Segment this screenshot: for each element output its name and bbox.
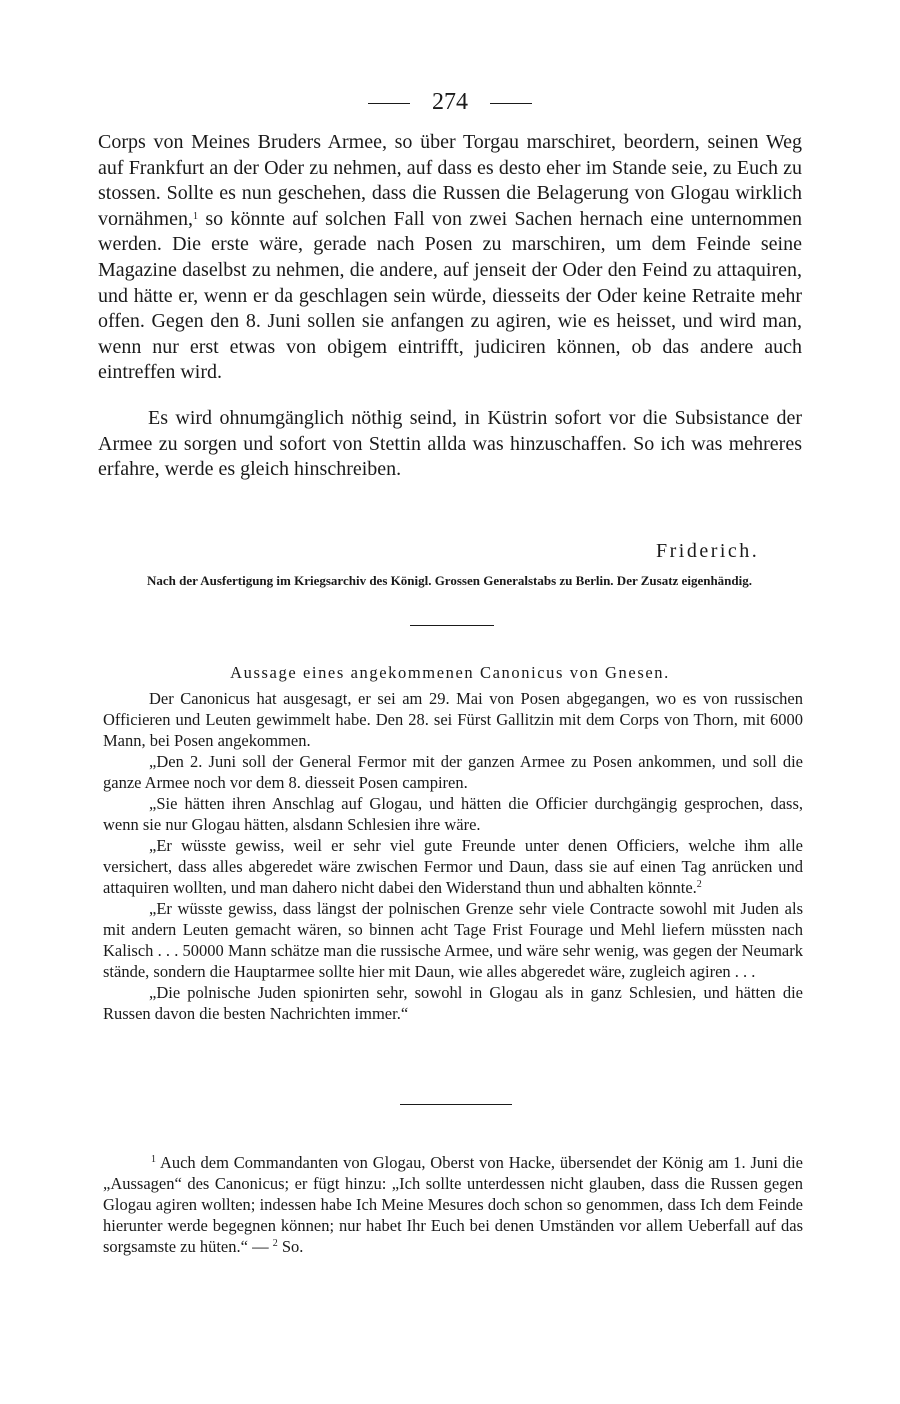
- page-number: [0, 88, 900, 116]
- letter-paragraph-1-continued: so könnte auf solchen Fall von zwei Sachen hernach eine unternommen werden. Die erste wäre, gerade nach Posen zu marschiren, um dem Feinde seine Magazine daselbst zu nehmen, die andere, auf jenseit der Oder den Feind zu attaquiren, und hätte er, wenn er da geschlagen sein würde, diesseits der Oder keine Retraite mehr offen. Gegen den 8. Juni sollen sie anfangen zu agiren, wie es heisset, und wird man, wenn nur erst etwas von obigem eintrifft, judiciren können, ob das andere auch eintreffen wird.: [98, 207, 802, 384]
- footnote-marker-1: 1: [151, 1154, 156, 1165]
- testimony-paragraph: „Den 2. Juni soll der General Fermor mit der ganzen Armee zu Posen ankommen, und soll die ganze Armee noch vor dem 8. diesseit Posen campiren.: [103, 752, 803, 792]
- testimony-paragraph: Der Canonicus hat ausgesagt, er sei am 29. Mai von Posen abgegangen, wo es von russischen Officieren und Leuten gewimmelt habe. Den 28. sei Fürst Gallitzin mit dem Corps von Thorn, mit 6000 Mann, bei Posen angekommen.: [103, 689, 803, 750]
- footnote-1-text: Auch dem Commandanten von Glogau, Oberst von Hacke, übersendet der König am 1. Juni die „Aussagen“ des Canonicus; er fügt hinzu: „Ich sollte unterdessen nicht glauben, dass die Russen gegen Glogau agiren wollten; indessen habe Ich Meine Mesures doch schon so genommen, dass Ich dem Feinde hierunter werde begegnen können; nur habet Ihr Euch bei denen Umständen vor allem Ueberfall auf das sorgsamste zu hüten.“ —: [103, 1153, 803, 1256]
- footnote-marker-2: 2: [272, 1238, 278, 1249]
- page-number-dash-right: [490, 103, 532, 104]
- section-divider: [410, 625, 494, 626]
- page-number-text: 274: [432, 89, 468, 115]
- footnotes: [103, 1152, 803, 1257]
- signature: Friderich.: [656, 540, 760, 562]
- footnote-2-text: So.: [277, 1237, 304, 1256]
- footnote-1: [103, 1152, 803, 1257]
- testimony-body: [103, 688, 803, 1024]
- letter-body: [98, 130, 802, 483]
- testimony-paragraph: [103, 835, 803, 898]
- footnote-ref-2: 2: [696, 879, 702, 890]
- footnote-ref-1: 1: [192, 210, 198, 222]
- footnote-divider: [400, 1104, 512, 1105]
- testimony-paragraph: „Er wüsste gewiss, dass längst der polnischen Grenze sehr viele Contracte sowohl mit Juden als mit andern Leuten gemacht wären, so binnen acht Tage Frist Fourage und Mehl liefern müssten nach Kalisch . . . 50000 Mann schätze man die russische Armee, und wäre sehr wenig, was gegen der Neumark stände, sondern die Hauptarmee sollte hier mit Daun, wie alles abgeredet wäre, zugleich agiren . . .: [103, 899, 803, 981]
- letter-paragraph-1: [98, 130, 802, 386]
- testimony-paragraph: „Die polnische Juden spionirten sehr, sowohl in Glogau als in ganz Schlesien, und hätten die Russen davon die besten Nachrichten immer.“: [103, 983, 803, 1023]
- testimony-paragraph: „Sie hätten ihren Anschlag auf Glogau, und hätten die Officier durchgängig gesprochen, dass, wenn sie nur Glogau hätten, alsdann Schlesien ihre wäre.: [103, 794, 803, 834]
- testimony-paragraph-text: „Er wüsste gewiss, weil er sehr viel gute Freunde unter denen Officiers, welche ihm alle versichert, dass alles abgeredet wäre zwischen Fermor und Daun, dass sie auf einen Tag anrücken und attaquiren wollten, und man dahero nicht dabei den Widerstand thun und abhalten könnte.: [103, 836, 803, 897]
- letter-paragraph-2: Es wird ohnumgänglich nöthig seind, in Küstrin sofort vor die Subsistance der Armee zu sorgen und sofort von Stettin allda was hinzuschaffen. So ich was mehreres erfahre, werde es gleich hinschreiben.: [98, 406, 802, 481]
- letter-paragraph-1-text: Corps von Meines Bruders Armee, so über Torgau marschiret, beordern, seinen Weg auf Frankfurt an der Oder zu nehmen, auf dass es desto eher im Stande seie, zu Euch zu stossen. Sollte es nun geschehen, dass die Russen die Belagerung von Glogau wirklich vornähmen,: [98, 131, 802, 230]
- source-note: Nach der Ausfertigung im Kriegsarchiv des Königl. Grossen Generalstabs zu Berlin. Der Zusatz eigenhändig.: [147, 573, 752, 588]
- page-number-dash-left: [368, 103, 410, 104]
- section-heading: Aussage eines angekommenen Canonicus von Gnesen.: [230, 663, 670, 682]
